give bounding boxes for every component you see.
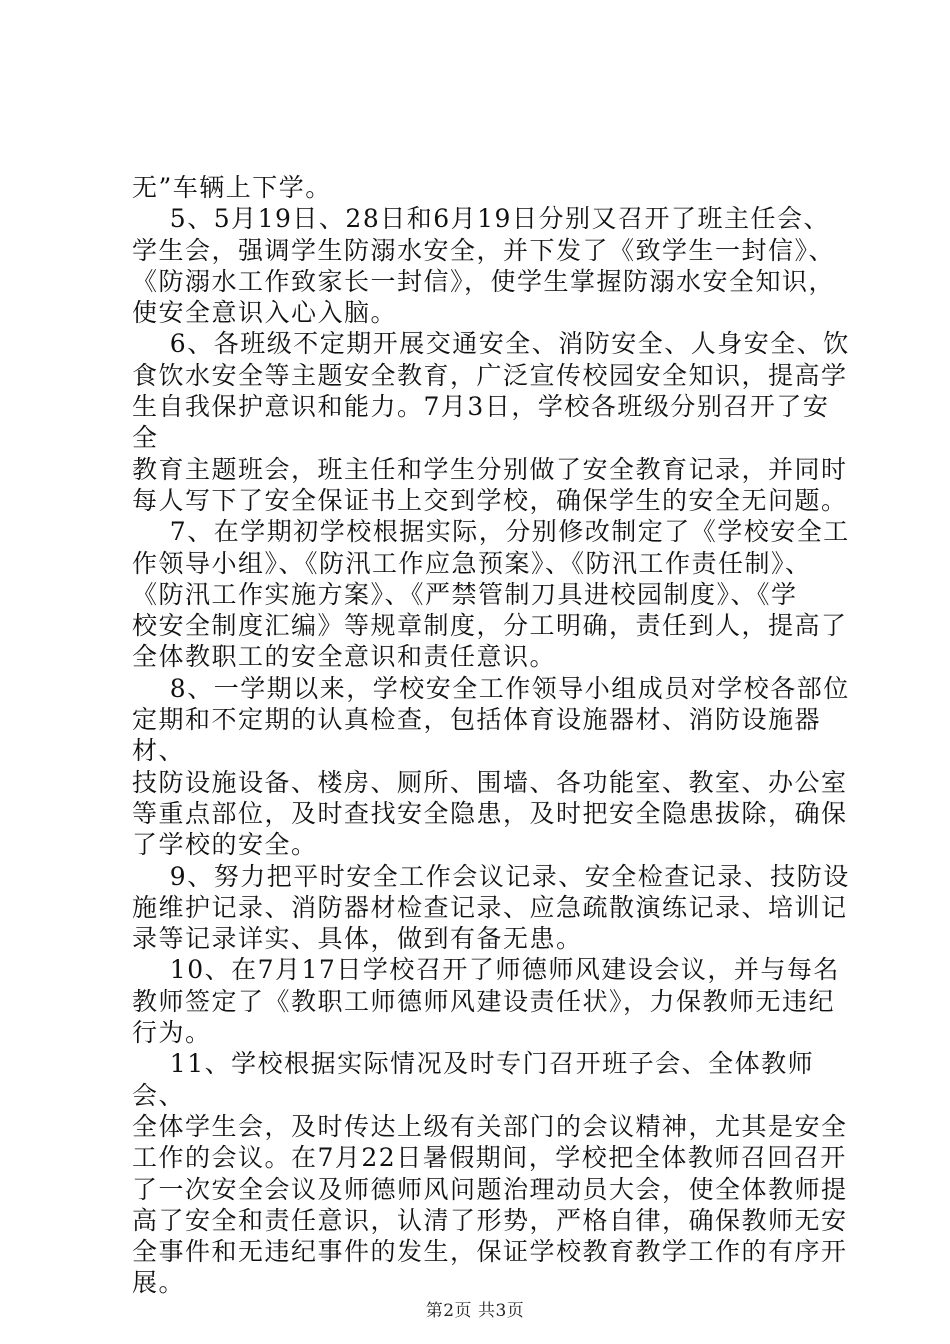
page-number-footer: 第2页 共3页 (425, 1301, 525, 1321)
paragraph-item-5: 5、5月19日、28日和6月19日分别又召开了班主任会、 学生会，强调学生防溺水安全，并下发了《致学生一封信》、 《防溺水工作致家长一封信》，使学生掌握防溺水安全知识， 使安全意识入心入脑。 (132, 204, 836, 328)
paragraph-item-7: 7、在学期初学校根据实际，分别修改制定了《学校安全工 作领导小组》、《防汛工作应急预案》、《防汛工作责任制》、 《防汛工作实施方案》、《严禁管制刀具进校园制度》、《学 校安全制度汇编》等规章制度，分工明确，责任到人，提高了 全体教职工的安全意识和责任意识。 (132, 517, 850, 672)
document-body (132, 172, 852, 1299)
paragraph-item-11: 11、学校根据实际情况及时专门召开班子会、全体教师会、 全体学生会，及时传达上级有关部门的会议精神，尤其是安全 工作的会议。在7月22日暑假期间，学校把全体教师召回召开 了一次安全会议及师德师风问题治理动员大会，使全体教师提 高了安全和责任意识，认清了形势，严格自律，确保教师无安 全事件和无违纪事件的发生，保证学校教育教学工作的有序开 展。 (132, 1049, 848, 1298)
paragraph-item-10: 10、在7月17日学校召开了师德师风建设会议，并与每名 教师签定了《教职工师德师风建设责任状》，力保教师无违纪 行为。 (132, 955, 840, 1048)
paragraph-item-8: 8、一学期以来，学校安全工作领导小组成员对学校各部位 定期和不定期的认真检查，包括体育设施器材、消防设施器材、 技防设施设备、楼房、厕所、围墙、各功能室、教室、办公室 等重点部位，及时查找安全隐患，及时把安全隐患拔除，确保 了学校的安全。 (132, 673, 850, 860)
paragraph-item-9: 9、努力把平时安全工作会议记录、安全检查记录、技防设 施维护记录、消防器材检查记录、应急疏散演练记录、培训记 录等记录详实、具体，做到有备无患。 (132, 861, 850, 954)
paragraph-continuation: 无”车辆上下学。 (132, 173, 332, 202)
paragraph-item-6: 6、各班级不定期开展交通安全、消防安全、人身安全、饮 食饮水安全等主题安全教育，广泛宣传校园安全知识，提高学 生自我保护意识和能力。7月3日，学校各班级分别召开了安全 教育主题班会，班主任和学生分别做了安全教育记录，并同时 每人写下了安全保证书上交到学校，确保学生的安全无问题。 (132, 329, 850, 515)
